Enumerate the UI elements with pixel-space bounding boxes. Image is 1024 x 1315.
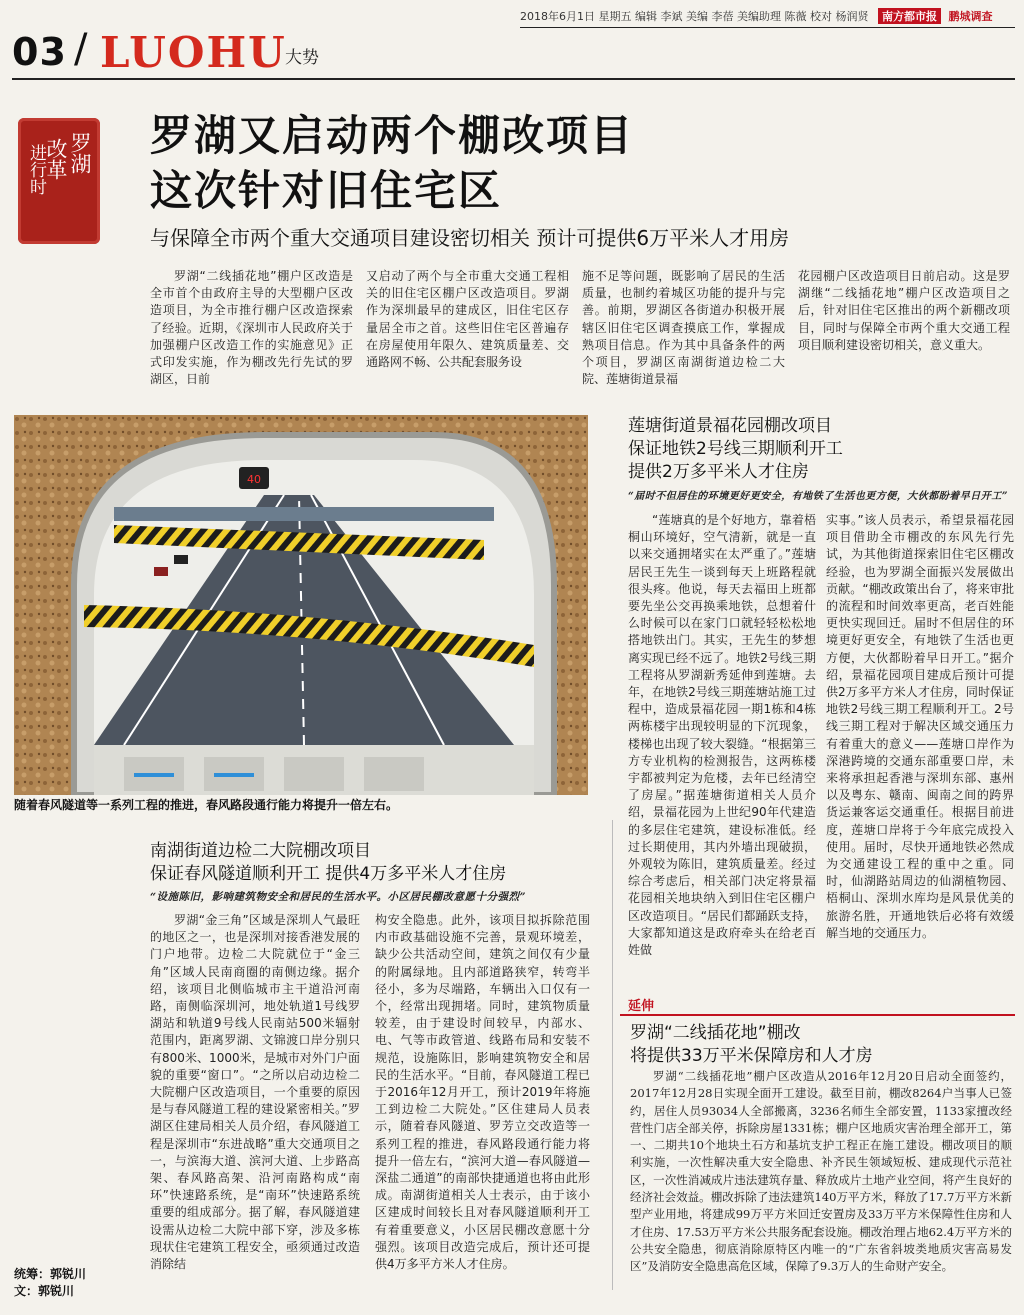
newspaper-logo: 南方都市报 <box>878 8 941 24</box>
section-rule <box>12 78 1015 80</box>
seal-text-1: 罗湖 <box>68 132 92 174</box>
seal-text-2: 改革 <box>44 138 68 180</box>
lianting-title-2: 保证地铁2号线三期顺利开工 <box>628 439 843 459</box>
intro-column-3: 施不足等问题，既影响了居民的生活质量，也制约着城区功能的提升与完善。前期，罗湖区各街道办积极开展辖区旧住宅区调查摸底工作，掌握成熟项目信息。作为其中具备条件的两个项目，罗湖区南湖街道边检二大院、莲塘街道景福 <box>582 269 785 387</box>
extension-header <box>630 1022 1015 1068</box>
extension-title-2: 将提供33万平米保障房和人才房 <box>630 1046 873 1066</box>
nanhu-column-1: 罗湖“金三角”区域是深圳人气最旺的地区之一，也是深圳对接香港发展的门户地带。边检二大院就位于“金三角”区域人民南商圈的南侧边缘。据介绍，该项目北侧临城市主干道沿河南路，南侧临深圳河，地处轨道1号线罗湖站和轨道9号线人民南站500米辐射范围内，距离罗湖、文锦渡口岸分别只有800米、1000米，是城市对外门户面貌的重要“窗口”。“之所以启动边检二大院棚户区改造项目，一个重要的原因是与春风隧道工程的建设紧密相关。”罗湖区住建局相关人员介绍，春风隧道工程是深圳市“东进战略”重大交通项目之一，与滨海大道、滨河大道、上步路高架、春风路高架、沿河南路构成“南环”快速路系统，是“南环”快速路系统重要的组成部分。据了解，春风隧道建设需从边检二大院中部下穿，涉及多栋现状住宅建筑工程安全，亟须通过改造消除结 <box>150 913 360 1272</box>
intro-column-2: 又启动了两个与全市重大交通工程相关的旧住宅区棚户区改造项目。罗湖作为深圳最早的建成区，旧住宅区存量居全市之首。这些旧住宅区普遍存在房屋使用年限久、建筑质量差、交通路网不畅、公共配套服务设 <box>366 269 569 370</box>
nanhu-quote: “设施陈旧，影响建筑物安全和居民的生活水平。小区居民棚改意愿十分强烈” <box>150 891 527 903</box>
date-editors: 2018年6月1日 星期五 编辑 李斌 美编 李蓓 美编助理 陈薇 校对 杨润贤 <box>520 10 869 23</box>
masthead-info <box>520 8 1015 26</box>
credit-writer: 文：郭锐川 <box>14 1284 75 1298</box>
slash-divider: / <box>74 26 88 72</box>
headline-line-2: 这次针对旧住宅区 <box>150 166 503 215</box>
seal-text-3: 进行时 <box>26 144 46 195</box>
tunnel-illustration <box>14 415 588 795</box>
nanhu-title-1: 南湖街道边检二大院棚改项目 <box>150 841 371 861</box>
lianting-title-3: 提供2万多平米人才住房 <box>628 462 809 482</box>
headline-line-1: 罗湖又启动两个棚改项目 <box>150 111 635 160</box>
credits <box>14 1266 86 1300</box>
extension-body: 罗湖“二线插花地”棚户区改造从2016年12月20日启动全面签约，2017年12月28日实现全面开工建设。截至目前，棚改8264户当事人已签约，居住人员93034人全部搬离，3236名师生全部安置，1133家擅改经营性门店全部关停，拆除房屋1331栋；棚户区地质灾害治理全部开工，第一、二期共10个地块土石方和基坑支护工程正在施工建设。棚改项目的顺利实施，一次性解决重大安全隐患、补齐民生领域短板、建成现代示范社区，一次性消减成片违法建筑存量、释放成片土地产业空间，将产生良好的经济社会效益。棚改拆除了违法建筑140万平方米，释放了17.7万平方米新型产业用地，将建成99万平方米回迁安置房及33万平方米保障性住房和人才住房、17.53万平方米公共服务配套设施。棚改治理占地62.4万平方米的公共安全隐患，彻底消除原特区内唯一的“广东省斜坡类地质灾害高易发区”及消防安全隐患高危区域，保障了9.3万人的生命财产安全。 <box>630 1069 1012 1274</box>
nanhu-story-header <box>150 840 610 904</box>
speed-sign-value: 40 <box>247 473 261 486</box>
photo-caption: 随着春风隧道等一系列工程的推进，春风路段通行能力将提升一倍左右。 <box>14 798 399 812</box>
lianting-quote: “届时不但居住的环境更好更安全，有地铁了生活也更方便，大伙都盼着早日开工” <box>628 491 1009 502</box>
column-divider <box>612 820 613 1290</box>
extension-tag: 延伸 <box>628 999 655 1014</box>
extension-title-1: 罗湖“二线插花地”棚改 <box>630 1023 801 1043</box>
intro-column-1: 罗湖“二线插花地”棚户区改造是全市首个由政府主导的大型棚户区改造项目，为全市推行棚户区改造探索了经验。近期，《深圳市人民政府关于加强棚户区改造工作的实施意见》正式印发实施，作为棚改先行先试的罗湖区，日前 <box>150 269 353 387</box>
intro-column-4: 花园棚户区改造项目日前启动。这是罗湖继“二线插花地”棚户区改造项目之后，针对旧住宅区推出的两个新棚改项目，同时与保障全市两个重大交通工程项目顺利建设密切相关，意义重大。 <box>798 269 1010 352</box>
brand-logo: 鹏城调查 <box>948 10 993 23</box>
section-name: LUOHU <box>100 28 287 77</box>
lianting-story-header <box>628 415 1013 502</box>
lianting-column-1: “莲塘真的是个好地方，靠着梧桐山环境好，空气清新，就是一直以来交通拥堵实在太严重了。”莲塘居民王先生一谈到每天上班路程就很头疼。他说，每天去福田上班都要先坐公交再换乘地铁，总想着什么时候可以在家门口就轻轻松松地搭地铁出门。其实，王先生的梦想离实现已经不远了。地铁2号线三期工程将从罗湖新秀延伸到莲塘。去年，在地铁2号线三期莲塘站施工过程中，造成景福花园一期1栋和4栋两栋楼宇出现较明显的下沉现象，楼梯也出现了较大裂缝。“根据第三方专业机构的检测报告，这两栋楼宇都被判定为危楼，去年已经清空了房屋。”据莲塘街道相关人员介绍，景福花园为上世纪90年代建造的多层住宅建筑，建设标准低。经过长期使用，其内外墙出现破损，外观较为陈旧，建筑质量差。经过综合考虑后，相关部门决定将景福花园相关地块纳入到旧住宅区棚户区改造项目。“居民们都踊跃支持，大家都知道这是政府牵头在给老百姓做 <box>628 513 816 958</box>
nanhu-title-2: 保证春风隧道顺利开工 提供4万多平米人才住房 <box>150 864 507 884</box>
nanhu-column-2: 构安全隐患。此外，该项目拟拆除范围内市政基础设施不完善，景观环境差，缺少公共活动空间，建筑之间仅有少量的附属绿地。且内部道路狭窄，转弯半径小，多为尽端路，车辆出入口仅有一个，经常出现拥堵。同时，建筑物质量较差，由于建设时间较早，内部水、电、气等市政管道、线路布局和安装不规范，设施陈旧，影响建筑物安全和居民的生活水平。“目前，春风隧道工程已于2016年12月开工，预计2019年将施工到边检二大院处。”区住建局人员表示，随着春风隧道、罗芳立交改造等一系列工程的推进，春风路段通行能力将提升一倍左右，“滨河大道—春风隧道—深盐二通道”的南部快捷通道也将由此形成。南湖街道相关人士表示，由于该小区建成时间较长且对春风隧道顺利开工有着重要意义，小区居民棚改意愿十分强烈。该项目改造完成后，预计还可提供4万多平方米人才住房。 <box>375 913 590 1272</box>
page-number: 03 <box>12 30 67 74</box>
section-label: 大势 <box>285 48 319 68</box>
credit-coordinator: 统筹：郭锐川 <box>14 1267 87 1281</box>
lianting-title-1: 莲塘街道景福花园棚改项目 <box>628 416 832 436</box>
headline <box>150 108 770 218</box>
column-seal-logo <box>18 118 100 244</box>
lianting-column-2: 实事。”该人员表示，希望景福花园项目借助全市棚改的东风先行先试，为其他街道探索旧住宅区棚改经验，也为罗湖全面振兴发展做出贡献。“棚改政策出台了，将来审批的流程和时间效率更高，老百姓能更快实现回迁。届时不但居住的环境更好更安全，有地铁了生活也更方便，大伙都盼着早日开工。”据介绍，景福花园项目建成后预计可提供2万多平方米人才住房，同时保证地铁2号线三期工程顺利开工。2号线三期工程对于解决区域交通压力有着重大的意义——莲塘口岸作为深港跨境的交通东部重要口岸，未来将承担起香港与深圳东部、惠州以及粤东、赣南、闽南之间的跨界货运兼客运交通重任。根据目前进度，莲塘口岸将于今年底完成投入使用。届时，尽快开通地铁必然成为交通建设工程的重中之重。同时，仙湖路站周边的仙湖植物园、梧桐山、深圳水库均是风景优美的旅游名胜，开通地铁后必将有效缓解当地的交通压力。 <box>826 513 1014 940</box>
masthead-rule <box>520 27 1015 28</box>
subheadline: 与保障全市两个重大交通项目建设密切相关 预计可提供6万平米人才用房 <box>150 226 790 250</box>
extension-rule <box>620 1014 1015 1016</box>
